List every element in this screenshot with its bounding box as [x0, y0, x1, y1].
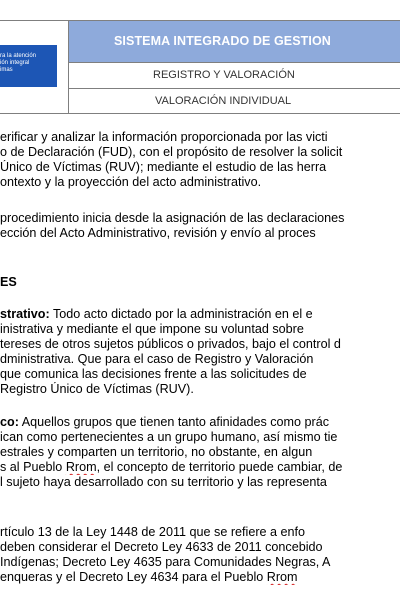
- objective-line: o de Declaración (FUD), con el propósito de resolver la solicit: [0, 145, 343, 159]
- header-info-cells: [68, 20, 400, 114]
- logo-cell: [0, 20, 68, 114]
- definition-text: Aquellos grupos que tienen tanto afinidades como prác: [18, 415, 330, 429]
- definition-line: ican como pertenecientes a un grupo humano, así mismo tie: [0, 430, 338, 444]
- definition-line: Registro Único de Víctimas (RUV).: [0, 382, 194, 396]
- scope-line: procedimiento inicia desde la asignación de las declaraciones: [0, 211, 345, 225]
- entity-logo: [0, 45, 57, 87]
- process-name: REGISTRO Y VALORACIÓN: [153, 69, 295, 81]
- definition-line: [0, 415, 400, 430]
- definition-line: l sujeto haya desarrollado con su territorio y las representa: [0, 475, 327, 489]
- definition-line: [0, 307, 400, 322]
- definitions-heading: ES: [0, 275, 17, 289]
- definition-term: co:: [0, 415, 19, 429]
- definition-line: dministrativa. Que para el caso de Registro y Valoración: [0, 352, 314, 366]
- definition-line: inistrativa y mediante el que impone su voluntad sobre: [0, 322, 304, 336]
- legal-text: enqueras y el Decreto Ley 4634 para el Pueblo: [0, 570, 267, 584]
- definition-line: que comunica las decisiones frente a las solicitudes de: [0, 367, 307, 381]
- objective-line: Único de Víctimas (RUV); mediante el estudio de las herra: [0, 160, 327, 174]
- spellcheck-flagged-word: Rrom: [65, 460, 97, 474]
- definition-text: , el concepto de territorio puede cambiar, de: [96, 460, 343, 474]
- logo-text-line: ión integral: [0, 60, 30, 66]
- scope-line: ección del Acto Administrativo, revisión y envío al proces: [0, 226, 316, 240]
- legal-line: rtículo 13 de la Ley 1448 de 2011 que se refiere a enfo: [0, 525, 306, 539]
- process-cell: [69, 62, 400, 88]
- definition-text: Todo acto dictado por la administración en el e: [49, 307, 313, 321]
- logo-text-line: ra la atención: [0, 53, 37, 59]
- legal-line: deben considerar el Decreto Ley 4633 de 2011 concebido: [0, 540, 323, 554]
- procedure-name: VALORACIÓN INDIVIDUAL: [155, 95, 292, 107]
- system-title-cell: [69, 20, 400, 62]
- logo-text-line: imas: [0, 67, 13, 73]
- definition-term: strativo:: [0, 307, 50, 321]
- procedure-cell: [69, 88, 400, 114]
- document-header: [0, 20, 400, 114]
- definition-line: estrales y comparten un territorio, no obstante, en algun: [0, 445, 313, 459]
- spellcheck-flagged-word: Rrom: [266, 570, 298, 584]
- system-title: SISTEMA INTEGRADO DE GESTION: [114, 34, 331, 48]
- legal-line: Indígenas; Decreto Ley 4635 para Comunidades Negras, A: [0, 555, 331, 569]
- definition-text: s al Pueblo: [0, 460, 66, 474]
- definition-line: [0, 460, 400, 475]
- definition-line: tereses de otros sujetos públicos o privados, bajo el control d: [0, 337, 341, 351]
- objective-line: erificar y analizar la información proporcionada por las victi: [0, 130, 328, 144]
- objective-line: ontexto y la proyección del acto administrativo.: [0, 175, 262, 189]
- legal-line: [0, 570, 400, 585]
